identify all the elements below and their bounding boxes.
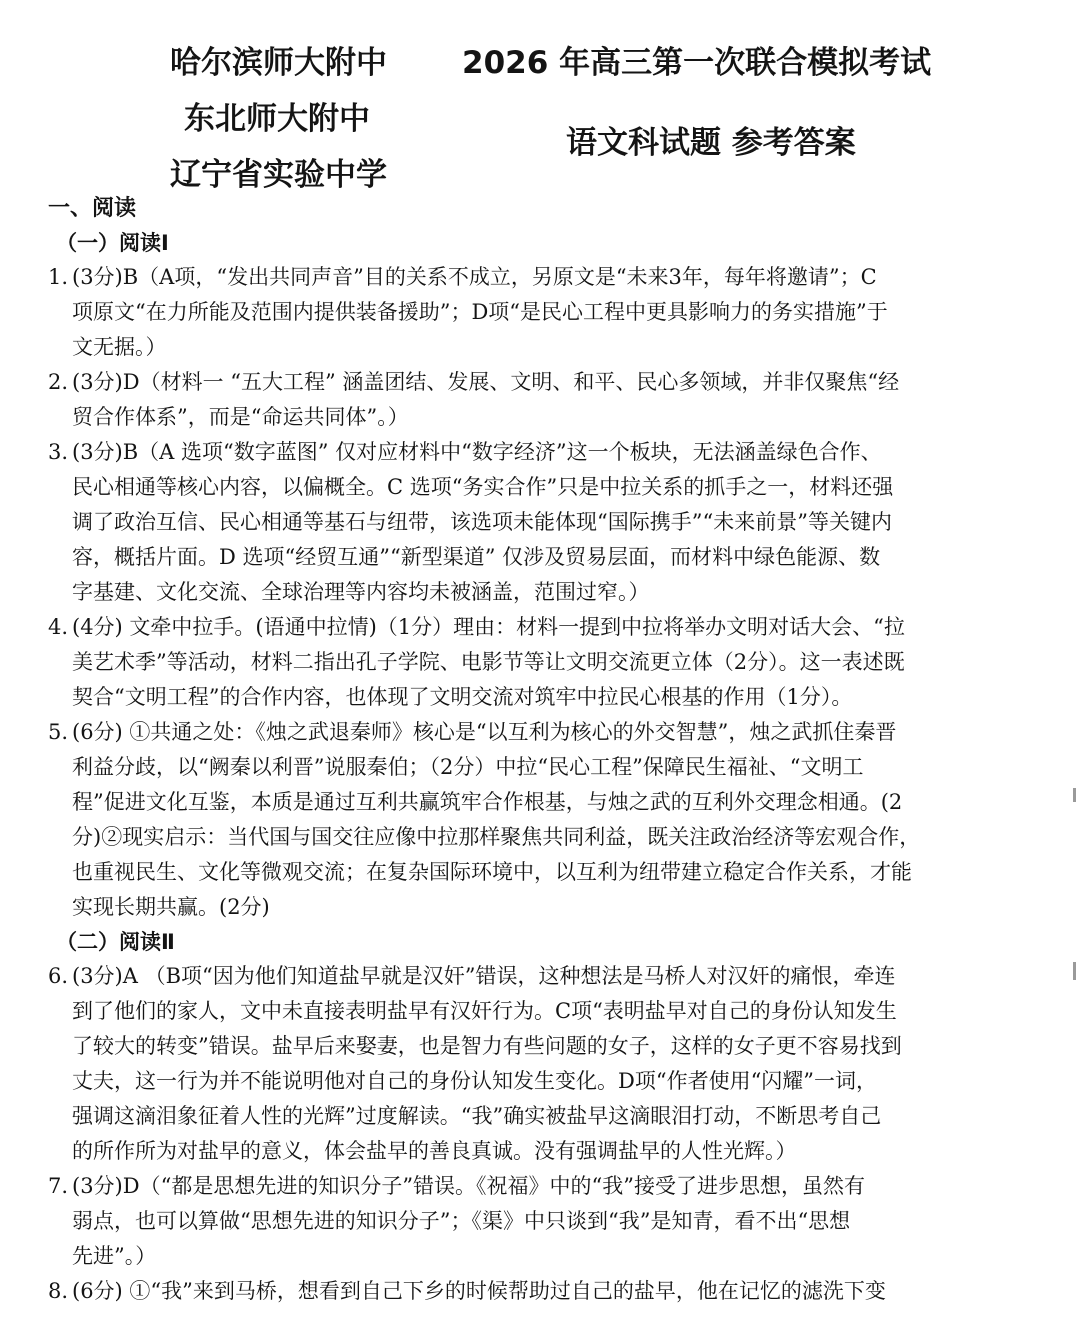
sub-heading-reading-2: （二）阅读Ⅱ bbox=[56, 930, 175, 954]
exam-subtitle: 语文科试题 参考答案 bbox=[566, 125, 856, 161]
answer-item-3 bbox=[48, 435, 1038, 610]
answer-line: 了较大的转变”错误。盐早后来娶妻，也是智力有些问题的女子，这样的女子更不容易找到 bbox=[72, 1034, 902, 1058]
answer-number: 8. bbox=[48, 1279, 69, 1303]
answer-text bbox=[72, 435, 1038, 610]
answer-text bbox=[72, 959, 1038, 1169]
answer-line: 容，概括片面。D 选项“经贸互通”“新型渠道” 仅涉及贸易层面，而材料中绿色能源、数 bbox=[72, 545, 881, 569]
answer-line: (6分) ①“我”来到马桥，想看到自己下乡的时候帮助过自己的盐早，他在记忆的滤洗下变 bbox=[72, 1279, 886, 1303]
answer-line: 的所作所为对盐早的意义，体会盐早的善良真诚。没有强调盐早的人性光辉。） bbox=[72, 1139, 797, 1163]
answer-item-1 bbox=[48, 260, 1038, 365]
answer-line: 到了他们的家人，文中未直接表明盐早有汉奸行为。C项“表明盐早对自己的身份认知发生 bbox=[72, 999, 897, 1023]
answer-content bbox=[48, 192, 1038, 1309]
answer-line: 调了政治互信、民心相通等基石与纽带，该选项未能体现“国际携手”“未来前景”等关键内 bbox=[72, 510, 892, 534]
school-list bbox=[170, 38, 410, 200]
answer-line: (4分) 文牵中拉手。(语通中拉情)（1分）理由：材料一提到中拉将举办文明对话大会、“拉 bbox=[72, 615, 905, 639]
answer-number: 3. bbox=[48, 440, 69, 464]
answer-text bbox=[72, 715, 1038, 925]
answer-item-8 bbox=[48, 1274, 1038, 1309]
answer-text bbox=[72, 610, 1038, 715]
answer-line: 强调这滴泪象征着人性的光辉”过度解读。“我”确实被盐早这滴眼泪打动，不断思考自己 bbox=[72, 1104, 882, 1128]
answer-item-4 bbox=[48, 610, 1038, 715]
answer-number: 5. bbox=[48, 720, 69, 744]
school-name-harbin: 哈尔滨师大附中 bbox=[170, 45, 387, 81]
answer-line: 美艺术季”等活动，材料二指出孔子学院、电影节等让文明交流更立体（2分）。这一表述既 bbox=[72, 650, 905, 674]
answer-text bbox=[72, 365, 1038, 435]
answer-item-2 bbox=[48, 365, 1038, 435]
answer-number: 7. bbox=[48, 1174, 69, 1198]
answer-line: 利益分歧，以“阙秦以利晋”说服秦伯；（2分）中拉“民心工程”保障民生福祉、“文明工 bbox=[72, 755, 864, 779]
answer-line: (6分) ①共通之处：《烛之武退秦师》核心是“以互利为核心的外交智慧”，烛之武抓住秦晋 bbox=[72, 720, 897, 744]
answer-line: (3分)B（A 选项“数字蓝图” 仅对应材料中“数字经济”这一个板块，无法涵盖绿色合作、 bbox=[72, 440, 882, 464]
answer-line: 也重视民生、文化等微观交流；在复杂国际环境中，以互利为纽带建立稳定合作关系，才能 bbox=[72, 860, 912, 884]
answer-line: 丈夫，这一行为并不能说明他对自己的身份认知发生变化。D项“作者使用“闪耀”一词， bbox=[72, 1069, 878, 1093]
answer-line: (3分)B（A项，“发出共同声音”目的关系不成立，另原文是“未来3年，每年将邀请”；C bbox=[72, 265, 877, 289]
section-heading-reading: 一、阅读 bbox=[48, 196, 137, 221]
answer-number: 4. bbox=[48, 615, 69, 639]
answer-line: (3分)A （B项“因为他们知道盐早就是汉奸”错误，这种想法是马桥人对汉奸的痛恨，牵连 bbox=[72, 964, 896, 988]
answer-line: 分)②现实启示：当代国与国交往应像中拉那样聚焦共同利益，既关注政治经济等宏观合作， bbox=[72, 825, 921, 849]
answer-number: 6. bbox=[48, 964, 69, 988]
answer-line: 民心相通等核心内容，以偏概全。C 选项“务实合作”只是中拉关系的抓手之一，材料还强 bbox=[72, 475, 894, 499]
answer-line: 实现长期共赢。(2分) bbox=[72, 895, 270, 919]
school-name-liaoning: 辽宁省实验中学 bbox=[170, 157, 387, 193]
answer-item-5 bbox=[48, 715, 1038, 925]
answer-text bbox=[72, 260, 1038, 365]
scan-edge-mark bbox=[1073, 788, 1076, 802]
sub-heading-reading-1: （一）阅读Ⅰ bbox=[56, 231, 169, 255]
answer-line: 字基建、文化交流、全球治理等内容均未被涵盖，范围过窄。） bbox=[72, 580, 650, 604]
answer-number: 1. bbox=[48, 265, 69, 289]
answer-line: 先进”。） bbox=[72, 1244, 157, 1268]
answer-line: (3分)D（材料一 “五大工程” 涵盖团结、发展、文明、和平、民心多领域，并非仅聚焦“经 bbox=[72, 370, 900, 394]
answer-line: 弱点，也可以算做“思想先进的知识分子”；《渠》中只谈到“我”是知青，看不出“思想 bbox=[72, 1209, 851, 1233]
answer-item-7 bbox=[48, 1169, 1038, 1274]
answer-line: (3分)D（“都是思想先进的知识分子”错误。《祝福》中的“我”接受了进步思想，虽然有 bbox=[72, 1174, 866, 1198]
answer-text bbox=[72, 1169, 1038, 1274]
answer-number: 2. bbox=[48, 370, 69, 394]
answer-line: 贸合作体系”，而是“命运共同体”。） bbox=[72, 405, 409, 429]
answer-line: 契合“文明工程”的合作内容，也体现了文明交流对筑牢中拉民心根基的作用（1分）。 bbox=[72, 685, 853, 709]
answer-line: 项原文“在力所能及范围内提供装备援助”；D项“是民心工程中更具影响力的务实措施”于 bbox=[72, 300, 888, 324]
answer-item-6 bbox=[48, 959, 1038, 1169]
answer-line: 程”促进文化互鉴，本质是通过互利共赢筑牢合作根基，与烛之武的互利外交理念相通。(2 bbox=[72, 790, 903, 814]
scan-edge-mark bbox=[1073, 962, 1076, 980]
exam-title: 2026 年高三第一次联合模拟考试 bbox=[462, 45, 932, 81]
school-name-northeast: 东北师大附中 bbox=[184, 101, 370, 137]
exam-header bbox=[462, 38, 1022, 168]
answer-text bbox=[72, 1274, 1038, 1309]
answer-line: 文无据。） bbox=[72, 335, 167, 359]
